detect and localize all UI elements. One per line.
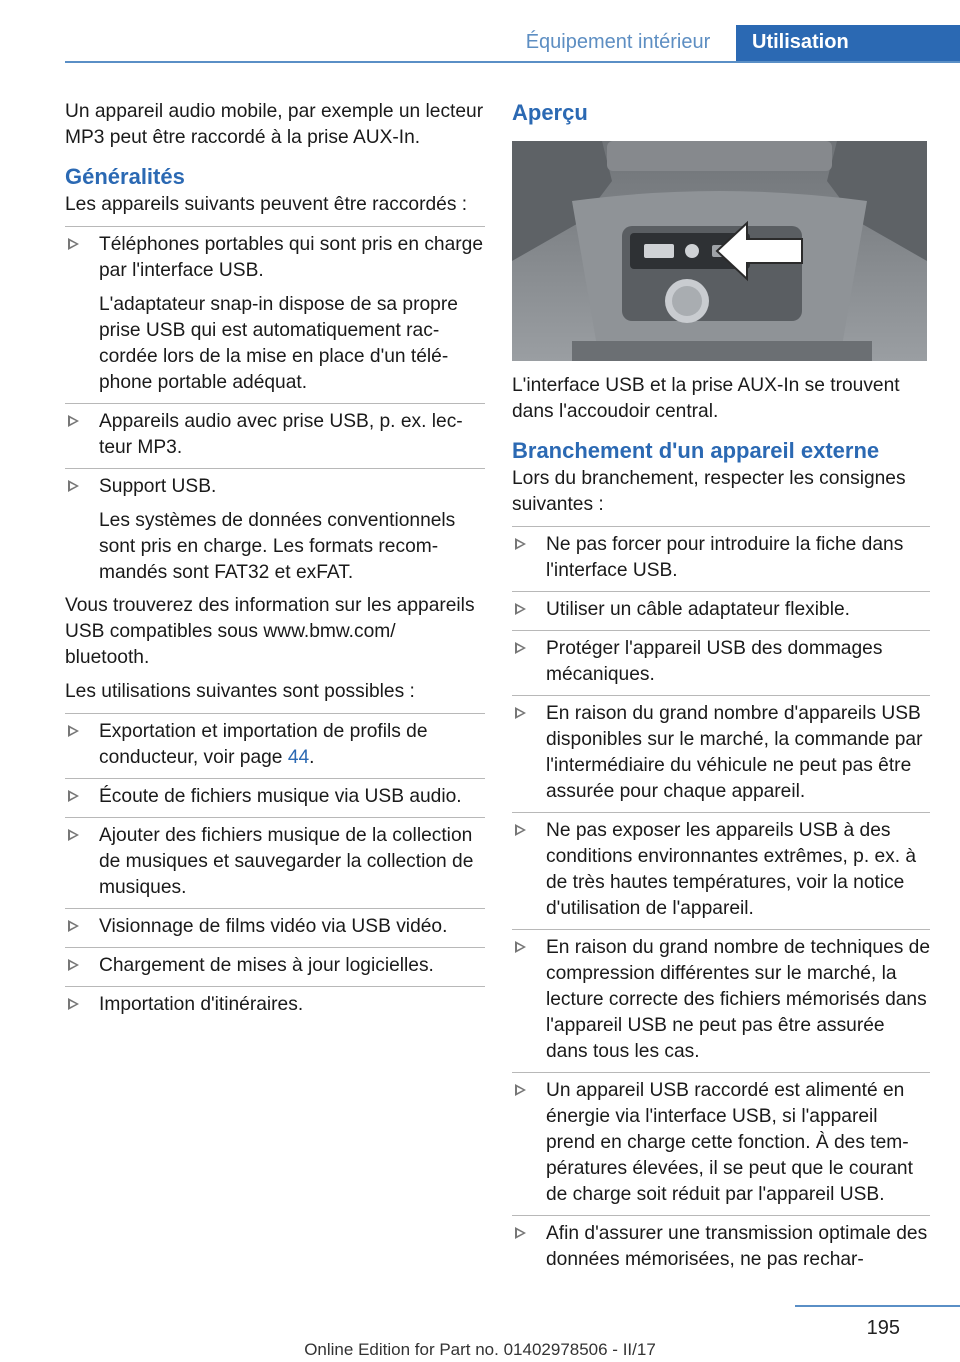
list-item [512,591,930,630]
list-item [512,1072,930,1215]
photo-caption: L'interface USB et la prise AUX-In se trouvent dans l'accoudoir central. [512,375,900,422]
footer-rule [795,1305,960,1307]
list-item-text: Protéger l'appareil USB des dommages mécaniques. [546,638,883,685]
triangle-bullet-icon [68,959,79,971]
rules-list [512,526,930,1280]
list-item [65,778,485,817]
connect-intro: Lors du branchement, respecter les consignes suivantes : [512,468,906,515]
triangle-bullet-icon [68,920,79,932]
armrest-usb-photo [512,141,927,361]
triangle-bullet-icon [515,824,526,836]
triangle-bullet-icon [515,1084,526,1096]
page-number: 195 [866,1317,900,1339]
list-item-text: Ne pas forcer pour introduire la fiche dans l'interface USB. [546,534,904,581]
list-item [512,526,930,591]
triangle-bullet-icon [515,941,526,953]
heading-generalites: Généralités [65,164,185,189]
header-tab-utilisation[interactable]: Utilisation [736,25,960,63]
intro-paragraph: Un appareil audio mobile, par exemple un lecteur MP3 peut être raccordé à la prise AUX-In. [65,101,484,148]
triangle-bullet-icon [68,480,79,492]
triangle-bullet-icon [68,725,79,737]
uses-intro: Les utilisations suivantes sont possibles : [65,681,415,702]
list-item [512,812,930,929]
list-item-text: En raison du grand nombre d'appareils USB disponibles sur le marché, la commande par l'intermédiaire du véhicule ne peut pas être assurée pour chaque appareil. [546,703,923,802]
list-item-text: Chargement de mises à jour logicielles. [99,955,434,976]
list-item-text: Téléphones portables qui sont pris en charge par l'interface USB. [99,234,483,281]
triangle-bullet-icon [515,642,526,654]
list-item [65,908,485,947]
list-item-text: Importation d'itinéraires. [99,994,304,1015]
list-item-text: En raison du grand nombre de techniques de compression différentes sur le marché, la lecture correcte des fichiers mémorisés dans l'appareil USB ne peut pas être assurée dans tous les cas. [546,937,931,1062]
list-item [512,929,930,1072]
triangle-bullet-icon [515,707,526,719]
heading-apercu: Aperçu [512,100,588,125]
list-item-text-main: Exportation et importation de profils de conducteur, voir page [99,721,428,768]
page-link[interactable]: 44 [287,747,310,768]
list-item-text-end: . [309,747,315,768]
devices-list [65,226,485,593]
triangle-bullet-icon [515,603,526,615]
list-item-text: Visionnage de films vidéo via USB vidéo. [99,916,448,937]
list-item [65,226,485,403]
list-item-text: Afin d'assurer une transmission optimale des données mémorisées, ne pas rechar- [546,1223,928,1270]
triangle-bullet-icon [515,538,526,550]
list-item-subtext: Les systèmes de données conventionnels sont pris en charge. Les formats recommandés sont FAT32 et exFAT. [99,510,456,583]
edition-footer: Online Edition for Part no. 01402978506 - II/17 [304,1340,656,1359]
list-item [512,630,930,695]
list-item-text: Appareils audio avec prise USB, p. ex. lecteur MP3. [99,411,463,458]
list-item [512,1215,930,1280]
triangle-bullet-icon [68,790,79,802]
heading-branchement: Branchement d'un appareil externe [512,438,880,463]
list-item-text: Ajouter des fichiers musique de la collection de musiques et sauvegarder la collection de musiques. [99,825,474,898]
uses-list [65,713,485,1025]
list-item [65,947,485,986]
list-item-text [99,719,485,771]
list-item [512,695,930,812]
triangle-bullet-icon [515,1227,526,1239]
list-item-text: Support USB. [99,476,217,497]
list-item-subtext: L'adaptateur snap-in dispose de sa propre prise USB qui est automatiquement raccordée lors de la mise en place d'un téléphone portable adéquat. [99,294,458,393]
list-item-text: Écoute de fichiers musique via USB audio. [99,786,462,807]
list-item-text: Ne pas exposer les appareils USB à des conditions environnantes extrêmes, p. ex. à de très hautes températures, voir la notice d'utilisation de l'appareil. [546,820,917,919]
triangle-bullet-icon [68,998,79,1010]
list-item [65,468,485,593]
list-item [65,403,485,468]
triangle-bullet-icon [68,238,79,250]
header-rule [65,61,960,63]
right-column [512,99,930,1280]
devices-intro: Les appareils suivants peuvent être raccordés : [65,194,468,215]
list-item [65,817,485,908]
list-item [65,713,485,778]
list-item-text: Utiliser un câble adaptateur flexible. [546,599,850,620]
list-item [65,986,485,1025]
triangle-bullet-icon [68,829,79,841]
header-section-title: Équipement intérieur [525,31,711,53]
list-item-text: Un appareil USB raccordé est alimenté en énergie via l'interface USB, si l'appareil prend en charge cette fonction. À des températures élevées, il se peut que le courant de charge soit réduit par l'appareil USB. [546,1080,913,1205]
compat-paragraph: Vous trouverez des information sur les appareils USB compatibles sous www.bmw.com/ bluetooth. [65,595,475,668]
left-column [65,99,485,1025]
triangle-bullet-icon [68,415,79,427]
